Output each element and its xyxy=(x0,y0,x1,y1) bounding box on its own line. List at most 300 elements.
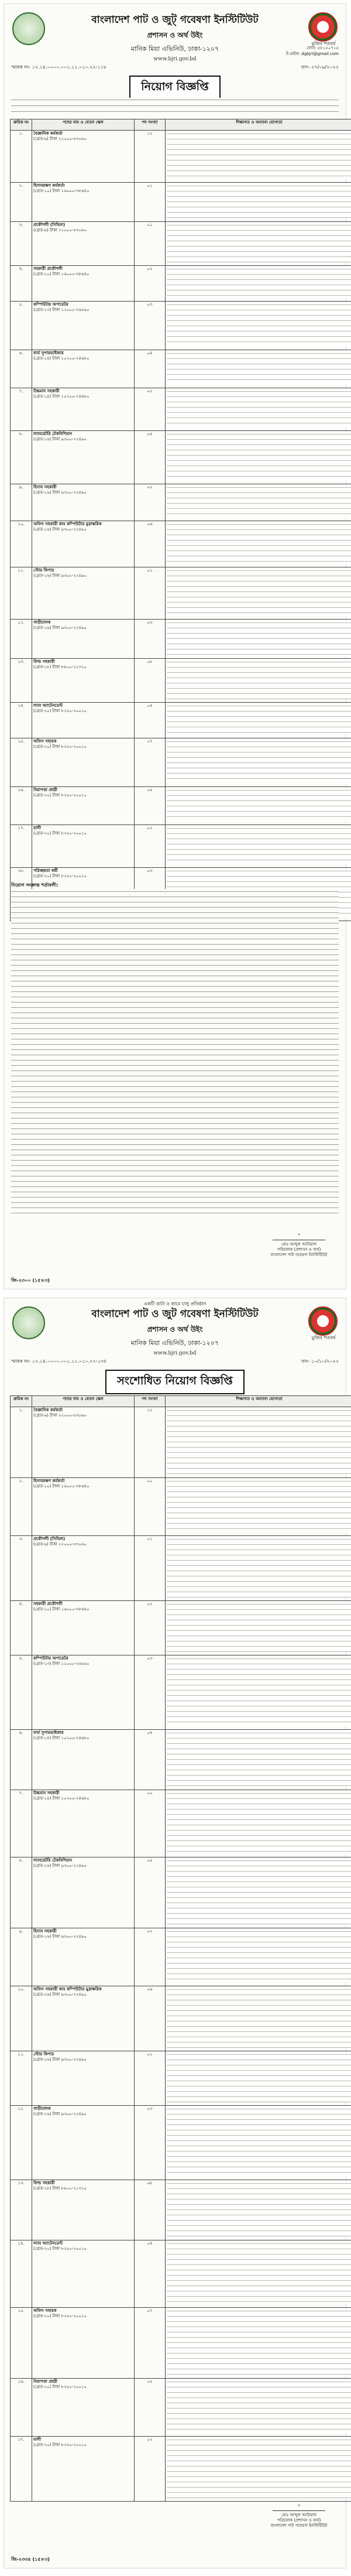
row-number: ৪. xyxy=(19,1602,23,1606)
sl-cell xyxy=(11,825,32,868)
org-address: মানিক মিয়া এভিনিউ, ঢাকা-১২০৭ xyxy=(130,1339,219,1347)
pay-scale: (গ্রেড-২০) টাকা ৮২৫০-২০০১০ xyxy=(33,2385,87,2389)
pay-scale: (গ্রেড-১৬) টাকা ৯৩০০-২২৪৯০ xyxy=(33,490,87,495)
table-row xyxy=(11,222,351,266)
post-cell xyxy=(32,2180,135,2240)
post-name: নিরাপত্তা প্রহরী xyxy=(33,2379,58,2384)
qualification-text xyxy=(167,1656,351,1726)
table-row xyxy=(11,567,351,620)
qualification-text xyxy=(167,432,351,481)
post-name: গাড়ীচালক xyxy=(33,2106,51,2111)
row-number: ১১. xyxy=(18,2052,25,2057)
qualification-text xyxy=(167,302,351,347)
count-cell xyxy=(135,521,166,567)
count-cell xyxy=(135,2437,166,2502)
post-cell xyxy=(32,703,135,738)
post-count: ০১ xyxy=(147,183,153,188)
qualification-cell xyxy=(166,1790,351,1857)
sl-cell xyxy=(11,1407,32,1478)
col-post: পদের নাম ও বেতন স্কেল xyxy=(32,1396,135,1407)
mujib-centenary-logo-icon xyxy=(308,1306,338,1336)
post-name: হিসাবরক্ষণ কর্মকর্তা xyxy=(33,183,65,188)
row-number: ৩. xyxy=(19,1537,23,1541)
sl-cell xyxy=(11,2379,32,2437)
pay-scale: (গ্রেড-২০) টাকা ৮২৫০-২০০১০ xyxy=(33,2246,87,2251)
count-cell xyxy=(135,484,166,521)
post-count: ০৮ xyxy=(147,659,153,664)
row-number: ১৫. xyxy=(18,2308,25,2313)
page-title: নিয়োগ বিজ্ঞপ্তি xyxy=(129,76,220,100)
post-count: ১২ xyxy=(147,1408,153,1412)
count-cell xyxy=(135,388,166,431)
sl-cell xyxy=(11,1857,32,1928)
qualification-text xyxy=(167,1929,351,1983)
post-cell xyxy=(32,302,135,350)
qualification-cell xyxy=(166,620,351,659)
pay-scale: (গ্রেড-২০) টাকা ৮২৫০-২০০১০ xyxy=(33,874,87,878)
sl-cell xyxy=(11,787,32,825)
table-row xyxy=(11,183,351,222)
post-count: ১২ xyxy=(147,131,153,136)
mujib-caption: মুজিব শতবর্ষ xyxy=(311,41,336,46)
pay-scale: (গ্রেড-১৬) টাকা ৯৩০০-২২৪৯০ xyxy=(33,1863,87,1868)
count-cell xyxy=(135,2379,166,2437)
table-row xyxy=(11,1857,351,1928)
post-name: মালী xyxy=(33,2437,42,2442)
post-count: ০২ xyxy=(147,1791,153,1795)
row-number: ৬. xyxy=(19,1730,23,1735)
post-name: অফিস সহকারী কাম কম্পিউটার মুদ্রাক্ষরিক xyxy=(33,522,102,526)
qualification-cell xyxy=(166,1601,351,1655)
qualification-text xyxy=(167,2181,351,2237)
post-cell xyxy=(32,659,135,703)
posts-table xyxy=(10,119,351,921)
post-count: ০১ xyxy=(147,1537,153,1541)
memo-number: স্মারক নং- ১২.১৪.০০০০.০০১.১১.০১০.২২-১৩৫ xyxy=(11,1359,107,1364)
signatory-org: বাংলাদেশ পাট গবেষণা ইনস্টিটিউট xyxy=(270,2523,328,2528)
post-count: ০৩ xyxy=(147,868,153,873)
post-count: ০৪ xyxy=(147,1730,153,1735)
qualification-text xyxy=(167,2106,351,2177)
qualification-cell xyxy=(166,431,351,484)
pay-scale: (গ্রেড-১৩) টাকা ১১০০০-২৬৫৯০ xyxy=(33,1661,90,1666)
post-cell xyxy=(32,2106,135,2180)
post-count: ০৬ xyxy=(147,522,153,526)
post-count: ০২ xyxy=(147,826,153,830)
org-website[interactable]: www.bjri.gov.bd xyxy=(153,56,197,62)
post-cell xyxy=(32,266,135,302)
row-number: ১৪. xyxy=(18,703,25,708)
qualification-text xyxy=(167,1791,351,1854)
pay-scale: (গ্রেড-১০) টাকা ১৬০০০-৩৮৬৪০ xyxy=(33,1484,90,1489)
table-row xyxy=(11,1407,351,1478)
pay-scale: (গ্রেড-৯) টাকা ২২০০০-৫৩০৬০ xyxy=(33,1542,87,1547)
pay-scale: (গ্রেড-১৮) টাকা ৮৮০০-২১৩১০ xyxy=(33,665,87,669)
post-count: ০৪ xyxy=(147,351,153,355)
sl-cell xyxy=(11,738,32,787)
post-count: ০২ xyxy=(147,389,153,394)
signature-block xyxy=(264,2493,334,2529)
job-circular-notice xyxy=(4,4,346,1289)
post-cell xyxy=(32,1655,135,1730)
sl-cell xyxy=(11,2180,32,2240)
qualification-text xyxy=(167,1602,351,1652)
sl-cell xyxy=(11,1730,32,1790)
table-row xyxy=(11,2106,351,2180)
org-dept: প্রশাসন ও অর্থ উইং xyxy=(147,1325,203,1333)
sl-cell xyxy=(11,567,32,620)
sl-cell xyxy=(11,620,32,659)
qualification-cell xyxy=(166,2437,351,2502)
sl-cell xyxy=(11,183,32,222)
pay-scale: (গ্রেড-১৪) টাকা ১০২০০-২৪৬৮০ xyxy=(33,356,90,361)
row-number: ৫. xyxy=(19,1656,23,1661)
post-cell xyxy=(32,2051,135,2106)
sl-cell xyxy=(11,302,32,350)
count-cell xyxy=(135,659,166,703)
memo-row xyxy=(11,64,339,71)
row-number: ১২. xyxy=(18,2106,25,2111)
post-name: ল্যাব অ্যাটেনডেন্ট xyxy=(33,2241,63,2246)
post-cell xyxy=(32,2308,135,2379)
count-cell xyxy=(135,431,166,484)
post-cell xyxy=(32,2240,135,2308)
qualification-cell xyxy=(166,484,351,521)
qualification-cell xyxy=(166,266,351,302)
sl-cell xyxy=(11,388,32,431)
row-number: ৯. xyxy=(19,485,23,490)
table-row xyxy=(11,484,351,521)
pay-scale: (গ্রেড-১০) টাকা ১৬০০০-৩৮৬৪০ xyxy=(33,272,90,276)
count-cell xyxy=(135,567,166,620)
post-cell xyxy=(32,2379,135,2437)
notice-header xyxy=(4,4,346,63)
table-row xyxy=(11,620,351,659)
qualification-text xyxy=(167,389,351,427)
qualification-cell xyxy=(166,2051,351,2106)
post-count: ০৪ xyxy=(147,703,153,708)
row-number: ৬. xyxy=(19,351,23,355)
qualification-cell xyxy=(166,2106,351,2180)
pre-line: একটি ডাটা ও কারে চালু প্রতিষ্ঠান xyxy=(143,1301,207,1306)
table-row xyxy=(11,825,351,868)
memo-date: তাং- ১০/১০/২০২২ xyxy=(301,1359,339,1364)
bjri-logo-icon xyxy=(12,12,45,45)
post-cell xyxy=(32,1857,135,1928)
post-name: কম্পিউটার অপারেটর xyxy=(33,1656,68,1661)
table-row xyxy=(11,738,351,787)
post-cell xyxy=(32,350,135,388)
post-name: ল্যাবরেটরি টেকনিশিয়ান xyxy=(33,432,73,436)
post-name: অফিস সহায়ক xyxy=(33,739,57,744)
row-number: ১০. xyxy=(18,522,25,526)
qualification-text xyxy=(167,1987,351,2048)
sl-cell xyxy=(11,222,32,266)
row-number: ১২. xyxy=(18,620,25,625)
post-cell xyxy=(32,484,135,521)
pay-scale: (গ্রেড-১৪) টাকা ১০২০০-২৪৬৮০ xyxy=(33,1796,90,1801)
qualification-cell xyxy=(166,350,351,388)
qualification-cell xyxy=(166,2240,351,2308)
pay-scale: (গ্রেড-১৮) টাকা ৮৮০০-২১৩১০ xyxy=(33,2186,87,2191)
col-qualification: শিক্ষাগত ও অন্যান্য যোগ্যতা xyxy=(166,119,351,131)
posts-table xyxy=(10,1395,351,2502)
post-name: গাড়ীচালক xyxy=(33,620,51,625)
col-count: পদ সংখ্যা xyxy=(135,1396,166,1407)
pay-scale: (গ্রেড-৯) টাকা ২২০০০-৫৩০৬০ xyxy=(33,136,87,141)
table-row xyxy=(11,1790,351,1857)
pay-scale: (গ্রেড-১৬) টাকা ৯৩০০-২২৪৯০ xyxy=(33,625,87,630)
pay-scale: (গ্রেড-১৬) টাকা ৯৩০০-২২৪৯০ xyxy=(33,2057,87,2062)
post-cell xyxy=(32,1790,135,1857)
qualification-cell xyxy=(166,1478,351,1536)
count-cell xyxy=(135,1986,166,2051)
sl-cell xyxy=(11,1601,32,1655)
org-name: বাংলাদেশ পাট ও জুট্ গবেষণা ইনস্টিটিউট xyxy=(91,14,259,26)
signature-icon xyxy=(273,2493,325,2511)
qualification-text xyxy=(167,2052,351,2102)
qualification-cell xyxy=(166,1536,351,1601)
post-count: ০২ xyxy=(147,1929,153,1934)
contact-email: ই-মেইল: dgbjri@gmail.com xyxy=(285,52,339,56)
count-cell xyxy=(135,266,166,302)
qualification-cell xyxy=(166,2308,351,2379)
org-title-block xyxy=(51,12,299,62)
count-cell xyxy=(135,1601,166,1655)
count-cell xyxy=(135,222,166,266)
post-cell xyxy=(32,787,135,825)
post-name: মালী xyxy=(33,826,42,830)
qualification-text xyxy=(167,826,351,864)
post-cell xyxy=(32,521,135,567)
signature-block xyxy=(264,1222,334,1258)
count-cell xyxy=(135,738,166,787)
memo-date: তাং- ২৭/০৯/২০২২ xyxy=(301,64,339,70)
post-count: ০৬ xyxy=(147,1987,153,1992)
count-cell xyxy=(135,703,166,738)
count-cell xyxy=(135,825,166,868)
post-count: ০৮ xyxy=(147,2181,153,2185)
row-number: ১. xyxy=(19,1408,23,1412)
qualification-text xyxy=(167,131,351,179)
count-cell xyxy=(135,1655,166,1730)
table-row xyxy=(11,2308,351,2379)
row-number: ৭. xyxy=(19,1791,23,1795)
post-count: ০১ xyxy=(147,1479,153,1483)
post-name: ফার্ম সুপারভাইজার xyxy=(33,1730,64,1735)
sl-cell xyxy=(11,2051,32,2106)
row-number: ১৭. xyxy=(18,826,25,830)
sl-cell xyxy=(11,2240,32,2308)
qualification-text xyxy=(167,223,351,262)
pay-scale: (গ্রেড-১৬) টাকা ৯৩০০-২২৪৯০ xyxy=(33,1934,87,1939)
table-header-row xyxy=(11,1396,351,1407)
qualification-cell xyxy=(166,787,351,825)
count-cell xyxy=(135,1407,166,1478)
post-count: ০৭ xyxy=(147,739,153,744)
org-name: বাংলাদেশ পাট ও জুট গবেষণা ইনস্টিটিউট xyxy=(91,1308,259,1320)
post-count: ০৩ xyxy=(147,2106,153,2111)
qualification-cell xyxy=(166,659,351,703)
post-count: ০৩ xyxy=(147,1656,153,1661)
qualification-text xyxy=(167,1479,351,1532)
contact-info xyxy=(286,45,339,57)
post-name: হিসাব সহকারী xyxy=(33,1929,57,1934)
pay-scale: (গ্রেড-১০) টাকা ১৬০০০-৩৮৬৪০ xyxy=(33,189,90,193)
sl-cell xyxy=(11,659,32,703)
qualification-text xyxy=(167,2241,351,2304)
qualification-cell xyxy=(166,222,351,266)
instructions-text xyxy=(11,889,339,1217)
post-name: প্রকৌশলী (সিভিল) xyxy=(33,1537,66,1541)
table-row xyxy=(11,659,351,703)
table-row xyxy=(11,2051,351,2106)
org-website[interactable]: www.bjri.gov.bd xyxy=(153,1350,197,1356)
post-cell xyxy=(32,620,135,659)
sl-cell xyxy=(11,2308,32,2379)
table-row xyxy=(11,2180,351,2240)
intro-paragraph xyxy=(11,98,339,115)
row-number: ৭. xyxy=(19,389,23,394)
count-cell xyxy=(135,1928,166,1986)
table-row xyxy=(11,2379,351,2437)
post-name: পরিচ্ছন্নতা কর্মী xyxy=(33,868,58,873)
footer-code: জি-২৩০০ (১৫×৩) xyxy=(11,1278,50,1283)
sl-cell xyxy=(11,2437,32,2502)
post-count: ০৫ xyxy=(147,432,153,436)
qualification-cell xyxy=(166,521,351,567)
memo-number: স্মারক নং- ১২.১৪.০০০০.০০১.১১.০১০.২২-১১৮ xyxy=(11,64,107,70)
table-row xyxy=(11,1478,351,1536)
qualification-cell xyxy=(166,302,351,350)
row-number: ১৭. xyxy=(18,2437,25,2442)
table-row xyxy=(11,1655,351,1730)
post-name: ফিল্ড সহকারী xyxy=(33,2181,55,2185)
qualification-text xyxy=(167,1858,351,1925)
row-number: ১৪. xyxy=(18,2241,25,2246)
qualification-text xyxy=(167,788,351,822)
count-cell xyxy=(135,2106,166,2180)
count-cell xyxy=(135,1730,166,1790)
col-count: পদ সংখ্যা xyxy=(135,119,166,131)
table-row xyxy=(11,1601,351,1655)
qualification-text xyxy=(167,739,351,784)
sl-cell xyxy=(11,1655,32,1730)
post-count: ০৩ xyxy=(147,302,153,307)
signatory-title: পরিচালক (প্রশাসন ও অর্থ) xyxy=(277,1247,321,1252)
col-sl: ক্রমিক নং xyxy=(11,119,32,131)
pay-scale: (গ্রেড-২০) টাকা ৮২৫০-২০০১০ xyxy=(33,831,87,836)
footer-code: জি-২৩৩৪ (১৫×৩) xyxy=(11,2557,50,2562)
post-cell xyxy=(32,1730,135,1790)
row-number: ৯. xyxy=(19,1929,23,1934)
mujib-caption: মুজিব শতবর্ষ xyxy=(311,1335,336,1340)
qualification-cell xyxy=(166,2180,351,2240)
count-cell xyxy=(135,2051,166,2106)
post-name: কম্পিউটার অপারেটর xyxy=(33,302,68,307)
qualification-text xyxy=(167,485,351,518)
post-count: ০৩ xyxy=(147,620,153,625)
post-count: ০৭ xyxy=(147,2308,153,2313)
post-cell xyxy=(32,183,135,222)
pay-scale: (গ্রেড-১৬) টাকা ৯৩০০-২২৪৯০ xyxy=(33,437,87,442)
sl-cell xyxy=(11,350,32,388)
sl-cell xyxy=(11,1986,32,2051)
row-number: ২. xyxy=(19,183,23,188)
qualification-cell xyxy=(166,703,351,738)
qualification-cell xyxy=(166,1730,351,1790)
post-count: ০৫ xyxy=(147,2379,153,2384)
row-number: ১৫. xyxy=(18,739,25,744)
col-qualification: শিক্ষাগত ও অন্যান্য যোগ্যতা xyxy=(166,1396,351,1407)
row-number: ২. xyxy=(19,1479,23,1483)
pay-scale: (গ্রেড-১৬) টাকা ৯৩০০-২২৪৯০ xyxy=(33,527,87,532)
org-dept: প্রশাসন ও অর্থ উইং xyxy=(147,31,203,39)
post-name: সহকারী প্রকৌশলী xyxy=(33,1602,63,1606)
post-name: হিসাব সহকারী xyxy=(33,485,57,490)
pay-scale: (গ্রেড-১৬) টাকা ৯৩০০-২২৪৯০ xyxy=(33,2112,87,2116)
post-name: বৈজ্ঞানিক কর্মকর্তা xyxy=(33,1408,63,1412)
post-count: ০১ xyxy=(147,223,153,227)
post-cell xyxy=(32,2437,135,2502)
post-cell xyxy=(32,1601,135,1655)
qualification-cell xyxy=(166,825,351,868)
notice-heading xyxy=(4,76,346,100)
post-cell xyxy=(32,388,135,431)
row-number: ১৩. xyxy=(18,2181,25,2185)
post-count: ০২ xyxy=(147,2437,153,2442)
row-number: ৮. xyxy=(19,1858,23,1863)
post-count: ০৫ xyxy=(147,788,153,792)
count-cell xyxy=(135,350,166,388)
post-name: প্রকৌশলী (সিভিল) xyxy=(33,223,66,227)
notice-heading xyxy=(4,1370,346,1394)
sl-cell xyxy=(11,1478,32,1536)
post-name: নিরাপত্তা প্রহরী xyxy=(33,788,58,792)
post-count: ০৪ xyxy=(147,2241,153,2246)
qualification-text xyxy=(167,659,351,699)
qualification-cell xyxy=(166,567,351,620)
qualification-text xyxy=(167,522,351,564)
post-cell xyxy=(32,738,135,787)
qualification-cell xyxy=(166,738,351,787)
post-count: ০৫ xyxy=(147,1858,153,1863)
qualification-text xyxy=(167,266,351,298)
col-sl: ক্রমিক নং xyxy=(11,1396,32,1407)
row-number: ৮. xyxy=(19,432,23,436)
qualification-text xyxy=(167,703,351,735)
signatory-name: মোঃ আব্দুল আউয়াল xyxy=(281,2513,317,2517)
instructions-title: নিয়োগ সংক্রান্ত শর্তাবলী: xyxy=(11,882,58,888)
qualification-text xyxy=(167,2379,351,2433)
qualification-text xyxy=(167,2437,351,2498)
pay-scale: (গ্রেড-২০) টাকা ৮২৫০-২০০১০ xyxy=(33,793,87,798)
post-name: অফিস সহায়ক xyxy=(33,2308,57,2313)
row-number: ৫. xyxy=(19,302,23,307)
qualification-text xyxy=(167,1408,351,1475)
post-name: স্টোর কিপার xyxy=(33,2052,54,2057)
qualification-cell xyxy=(166,1928,351,1986)
sl-cell xyxy=(11,1536,32,1601)
pay-scale: (গ্রেড-১৪) টাকা ১০২০০-২৪৬৮০ xyxy=(33,1736,90,1740)
table-row xyxy=(11,787,351,825)
count-cell xyxy=(135,131,166,183)
col-post: পদের নাম ও বেতন স্কেল xyxy=(32,119,135,131)
table-row xyxy=(11,266,351,302)
qualification-cell xyxy=(166,388,351,431)
table-row xyxy=(11,703,351,738)
pay-scale: (গ্রেড-১৪) টাকা ১০২০০-২৪৬৮০ xyxy=(33,394,90,399)
